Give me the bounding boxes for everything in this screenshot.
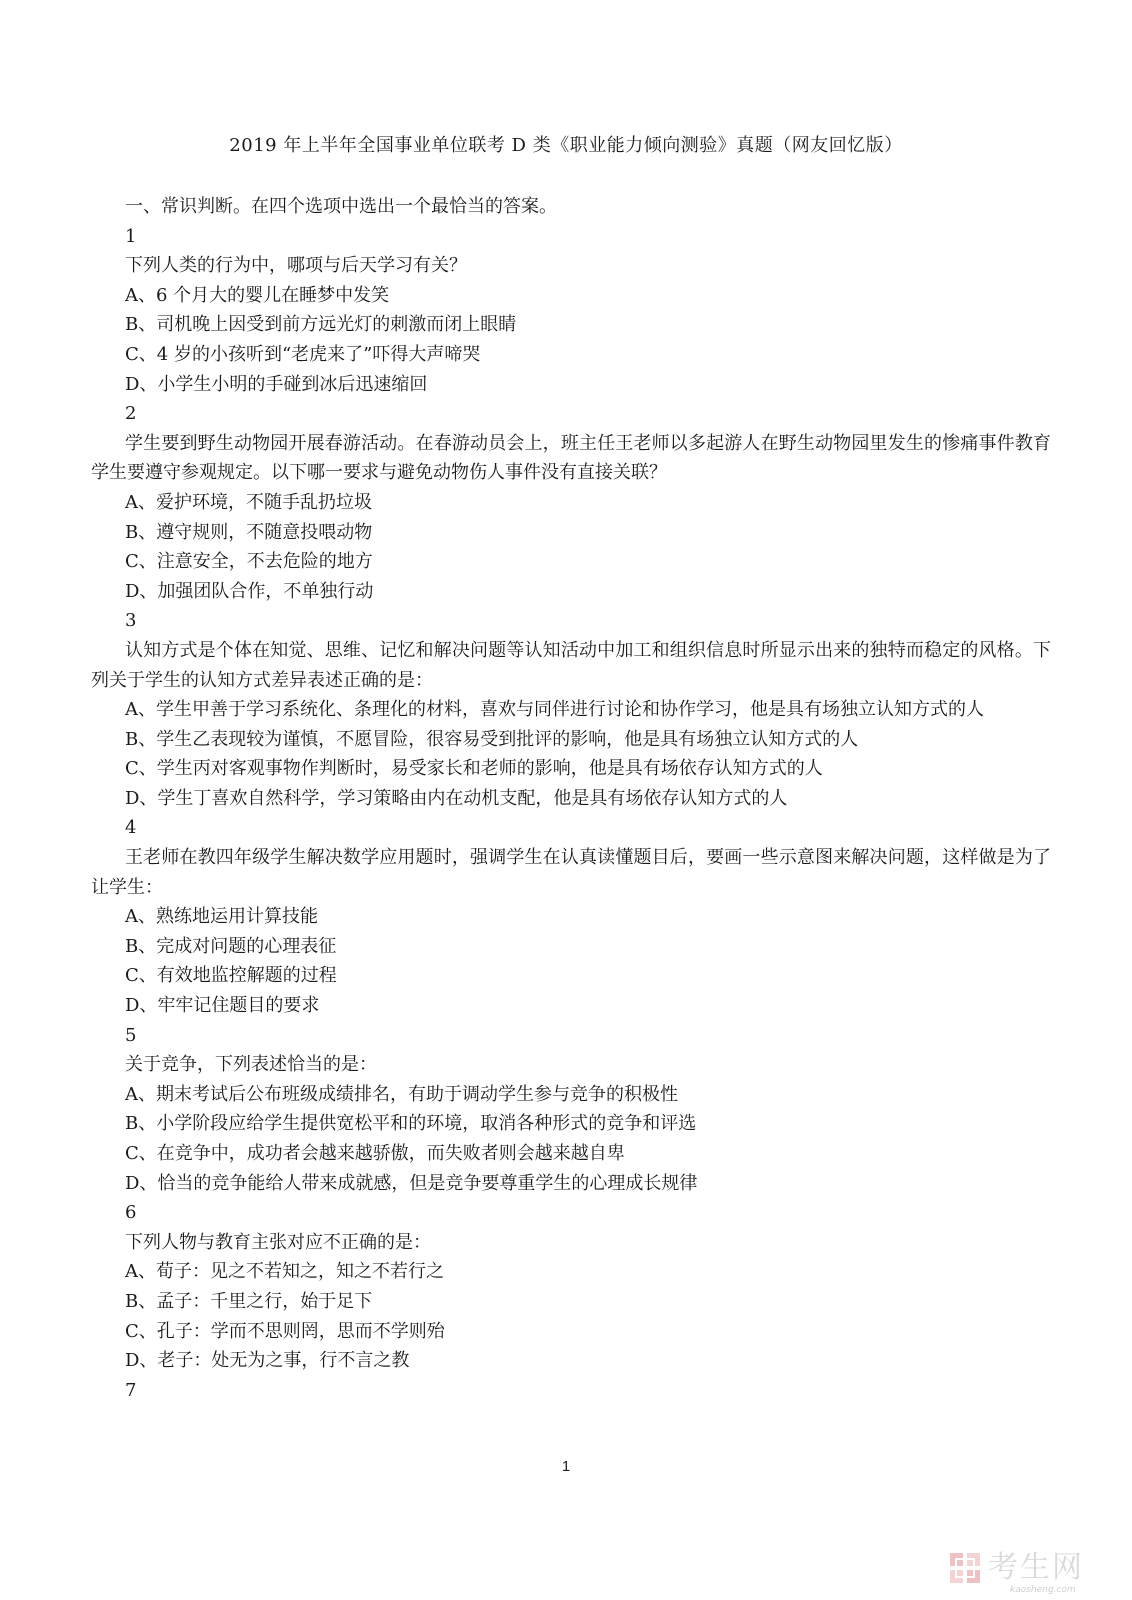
- option-c: C、注意安全，不去危险的地方: [125, 551, 373, 573]
- option-a: A、学生甲善于学习系统化、条理化的材料，喜欢与同伴进行讨论和协作学习，他是具有场独立认知方式的人: [125, 699, 984, 721]
- option-d: D、学生丁喜欢自然科学，学习策略由内在动机支配，他是具有场依存认知方式的人: [125, 787, 788, 809]
- watermark-text: 考生网: [988, 1550, 1084, 1585]
- option-c: C、学生丙对客观事物作判断时，易受家长和老师的影响，他是具有场依存认知方式的人: [125, 758, 823, 780]
- question-number: 4: [125, 817, 137, 839]
- watermark: [948, 1548, 1118, 1588]
- option-b: B、小学阶段应给学生提供宽松平和的环境，取消各种形式的竞争和评选: [125, 1113, 697, 1135]
- option-d: D、老子：处无为之事，行不言之教: [125, 1350, 410, 1372]
- option-b: B、司机晚上因受到前方远光灯的刺激而闭上眼睛: [125, 314, 517, 336]
- section-heading: 一、常识判断。在四个选项中选出一个最恰当的答案。: [125, 196, 557, 217]
- question-number: 7: [125, 1379, 137, 1401]
- option-c: C、在竞争中，成功者会越来越骄傲，而失败者则会越来越自卑: [125, 1143, 625, 1164]
- option-d: D、小学生小明的手碰到冰后迅速缩回: [125, 373, 428, 395]
- page-number: 1: [561, 1458, 571, 1475]
- question-stem: 学生要到野生动物园开展春游活动。在春游动员会上，班主任王老师以多起游人在野生动物园里发生的惨痛事件教育学生要遵守参观规定。以下哪一要求与避免动物伤人事件没有直接关联？: [91, 432, 1051, 484]
- question-number: 5: [125, 1024, 137, 1046]
- option-a: A、期末考试后公布班级成绩排名，有助于调动学生参与竞争的积极性: [125, 1083, 678, 1105]
- option-a: A、6 个月大的婴儿在睡梦中发笑: [125, 284, 390, 306]
- question-stem: 认知方式是个体在知觉、思维、记忆和解决问题等认知活动中加工和组织信息时所显示出来的独特而稳定的风格。下列关于学生的认知方式差异表述正确的是：: [91, 639, 1051, 691]
- document-title: 2019 年上半年全国事业单位联考 D 类《职业能力倾向测验》真题（网友回忆版）: [229, 135, 903, 156]
- question-number: 2: [125, 403, 137, 425]
- option-a: A、爱护环境，不随手乱扔垃圾: [125, 491, 372, 513]
- question-stem: 下列人物与教育主张对应不正确的是：: [125, 1231, 431, 1253]
- option-b: B、学生乙表现较为谨慎，不愿冒险，很容易受到批评的影响，他是具有场独立认知方式的人: [125, 728, 859, 750]
- watermark-subtext: kaosheng.com: [1010, 1585, 1076, 1595]
- kaosheng-logo-icon: [948, 1551, 982, 1585]
- question-stem: 下列人类的行为中，哪项与后天学习有关？: [125, 255, 467, 277]
- option-d: D、恰当的竞争能给人带来成就感，但是竞争要尊重学生的心理成长规律: [125, 1172, 698, 1194]
- option-b: B、完成对问题的心理表征: [125, 935, 337, 957]
- option-c: C、有效地监控解题的过程: [125, 965, 337, 987]
- option-b: B、遵守规则，不随意投喂动物: [125, 521, 373, 543]
- question-stem: 关于竞争，下列表述恰当的是：: [125, 1054, 377, 1076]
- question-number: 1: [125, 225, 137, 247]
- question-number: 6: [125, 1202, 137, 1224]
- question-stem: 王老师在教四年级学生解决数学应用题时，强调学生在认真读懂题目后，要画一些示意图来解决问题，这样做是为了让学生：: [91, 847, 1051, 898]
- document-body: [91, 192, 1051, 1405]
- question-number: 3: [125, 610, 137, 632]
- option-a: A、荀子：见之不若知之，知之不若行之: [125, 1261, 444, 1283]
- option-c: C、孔子：学而不思则罔，思而不学则殆: [125, 1320, 445, 1342]
- option-d: D、加强团队合作，不单独行动: [125, 580, 374, 602]
- option-b: B、孟子：千里之行，始于足下: [125, 1290, 373, 1312]
- option-a: A、熟练地运用计算技能: [125, 906, 318, 928]
- option-c: C、4 岁的小孩听到“老虎来了”吓得大声啼哭: [125, 343, 481, 365]
- option-d: D、牢牢记住题目的要求: [125, 995, 320, 1017]
